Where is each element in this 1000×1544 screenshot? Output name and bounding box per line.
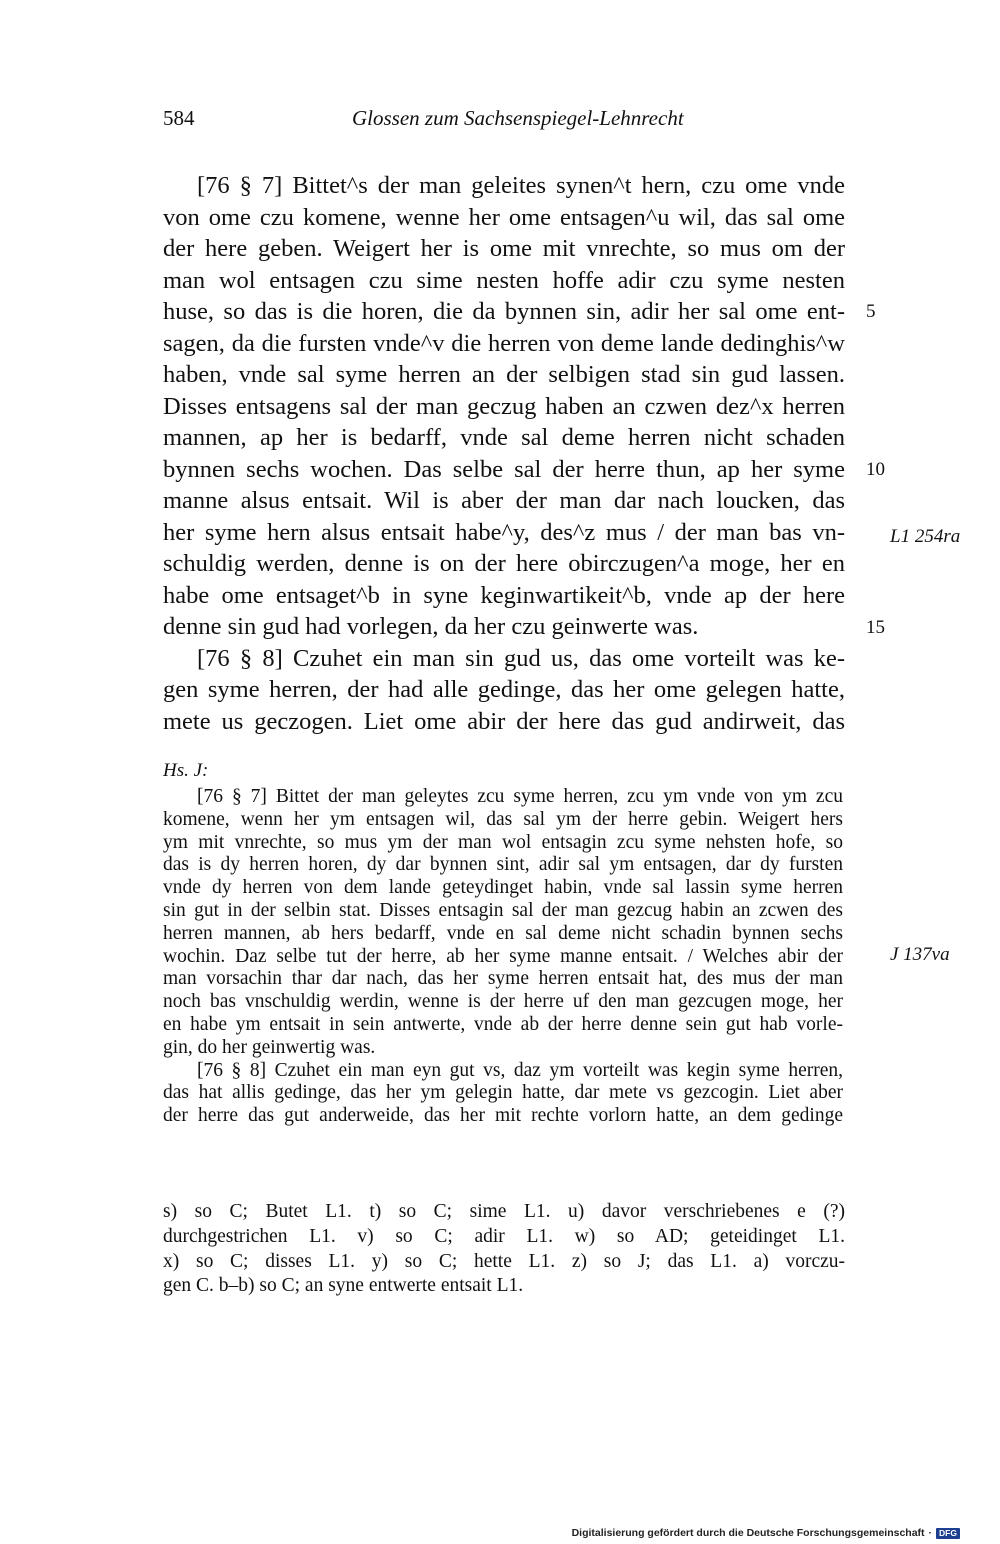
text-line: manne alsus entsait. Wil is aber der man dar nach loucken, das [163, 487, 845, 514]
apparatus-line: s) so C; Butet L1. t) so C; sime L1. u) davor verschriebenes e (?) [163, 1201, 845, 1222]
line-number: 15 [866, 617, 885, 638]
transcript-line: der herre das gut anderweide, das her mit rechte vorlorn hatte, an dem gedinge [163, 1105, 843, 1127]
transcript-line: das hat allis gedinge, das her ym gelegin hatte, dar mete vs gezcogin. Liet aber [163, 1082, 843, 1104]
apparatus-line: durchgestrichen L1. v) so C; adir L1. w) so AD; geteidinget L1. [163, 1225, 845, 1247]
text-line: der here geben. Weigert her is ome mit vnrechte, so mus om der [163, 235, 845, 262]
transcript-line: wochin. Daz selbe tut der herre, ab her syme manne entsait. / Welches abir der [163, 945, 843, 967]
text-line: habe ome entsaget^b in syne keginwartikeit^b, vnde ap der here [163, 581, 845, 609]
text-line: [76 § 7] Bittet^s der man geleites synen^t hern, czu ome vnde [197, 172, 845, 199]
transcript-line: sin gut in der selbin stat. Disses entsagin sal der man gezcug habin an zcwen des [163, 899, 843, 921]
transcript-line: das is dy herren horen, dy dar bynnen sint, adir sal ym entsagen, dar dy fursten [163, 854, 843, 876]
transcript-line: noch bas vnschuldig werdin, wenne is der herre uf den man gezcugen moge, her [163, 991, 843, 1013]
text-line: Disses entsagens sal der man geczug haben an czwen dez^x herren [163, 392, 845, 420]
transcript-line: [76 § 8] Czuhet ein man eyn gut vs, daz ym vorteilt was kegin syme herren, [197, 1059, 843, 1081]
transcript-line: gin, do her geinwertig was. [163, 1036, 376, 1058]
transcript-line: ym mit vnrechte, so mus ym der man wol entsagin zcu syme nehsten hofe, so [163, 831, 843, 853]
text-line: bynnen sechs wochen. Das selbe sal der herre thun, ap her syme [163, 455, 845, 483]
text-line: [76 § 8] Czuhet ein man sin gud us, das ome vorteilt was ke- [197, 644, 845, 672]
dfg-footer: Digitalisierung gefördert durch die Deutsche Forschungsgemeinschaft · DFG [572, 1527, 960, 1539]
text-line: haben, vnde sal syme herren an der selbigen stad sin gud lassen. [163, 361, 845, 388]
main-text [163, 170, 845, 737]
text-line: gen syme herren, der had alle gedinge, das her ome gelegen hatte, [163, 676, 845, 703]
folio-note: L1 254ra [890, 526, 961, 547]
transcript-line: herren mannen, ab hers bedarff, vnde en sal deme nicht schadin bynnen sechs [163, 922, 843, 944]
apparatus-line: x) so C; disses L1. y) so C; hette L1. z) so J; das L1. a) vorczu- [163, 1250, 845, 1272]
text-line: sagen, da die fursten vnde^v die herren von deme lande dedinghis^w [163, 329, 845, 357]
line-number: 10 [866, 459, 885, 480]
transcript-line: en habe ym entsait in sein antwerte, vnde ab der herre denne sein gut hab vorle- [163, 1013, 843, 1035]
text-line: schuldig werden, denne is on der here obirczugen^a moge, her en [163, 550, 845, 577]
text-line: man wol entsagen czu sime nesten hoffe adir czu syme nesten [163, 266, 845, 294]
transcript-line: [76 § 7] Bittet der man geleytes zcu syme herren, zcu ym vnde von ym zcu [197, 786, 843, 807]
transcript-line: komene, wenn her ym entsagen wil, das sal ym der herre gebin. Weigert hers [163, 808, 843, 830]
line-number: 5 [866, 301, 876, 322]
text-line: denne sin gud had vorlegen, da her czu geinwerte was. [163, 613, 699, 640]
text-line: huse, so das is die horen, die da bynnen sin, adir her sal ome ent- [163, 298, 845, 325]
apparatus-line: gen C. b–b) so C; an syne entwerte entsait L1. [163, 1275, 524, 1297]
text-line: her syme hern alsus entsait habe^y, des^z mus / der man bas vn- [163, 518, 845, 546]
transcript-line: vnde dy herren von dem lande geteydinget habin, vnde sal lassin syme herren [163, 877, 843, 899]
manuscript-transcript [163, 786, 843, 1128]
folio-note: J 137va [890, 944, 950, 965]
transcript-line: man vorsachin thar dar nach, das her syme herren entsait hat, des mus der man [163, 968, 843, 990]
text-line: von ome czu komene, wenne her ome entsagen^u wil, das sal ome [163, 203, 845, 231]
footer-text: Digitalisierung gefördert durch die Deutsche Forschungsgemeinschaft [571, 1527, 925, 1539]
page-number: 584 [163, 106, 195, 130]
text-line: mete us geczogen. Liet ome abir der here das gud andirweit, das [163, 707, 845, 735]
manuscript-label: Hs. J: [163, 760, 209, 781]
running-title: Glossen zum Sachsenspiegel-Lehnrecht [352, 106, 684, 130]
dfg-logo-icon: DFG [936, 1528, 960, 1539]
critical-apparatus [163, 1200, 845, 1299]
text-line: mannen, ap her is bedarff, vnde sal deme herren nicht schaden [163, 424, 845, 451]
